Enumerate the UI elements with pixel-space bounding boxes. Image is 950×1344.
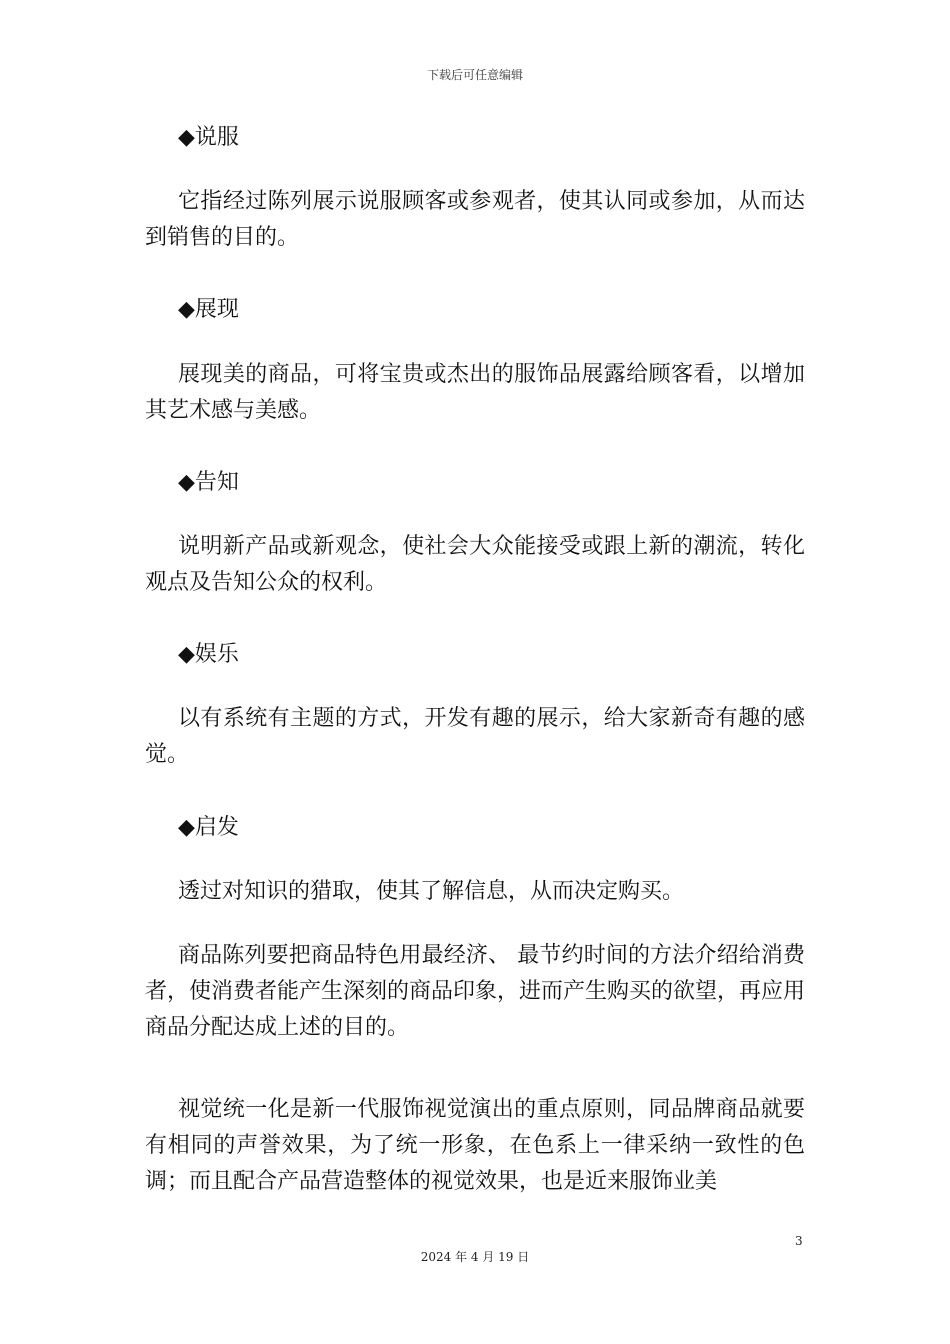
section-paragraph-inform: 说明新产品或新观念，使社会大众能接受或跟上新的潮流，转化观点及告知公众的权利。 xyxy=(145,534,805,595)
section-paragraph-persuade: 它指经过陈列展示说服顾客或参观者，使其认同或参加，从而达到销售的目的。 xyxy=(145,189,805,250)
section-heading-persuade: ◆说服 xyxy=(178,125,239,150)
closing-paragraph-2: 视觉统一化是新一代服饰视觉演出的重点原则，同品牌商品就要有相同的声誉效果，为了统一形象，在色系上一律采纳一致性的色调；而且配合产品营造整体的视觉效果，也是近来服饰业美 xyxy=(145,1097,805,1194)
section-heading-inform: ◆告知 xyxy=(178,470,239,495)
section-paragraph-entertain: 以有系统有主题的方式，开发有趣的展示，给大家新奇有趣的感觉。 xyxy=(145,706,805,767)
section-paragraph-display: 展现美的商品，可将宝贵或杰出的服饰品展露给顾客看，以增加其艺术感与美感。 xyxy=(145,362,805,423)
page-number: 3 xyxy=(795,1234,803,1248)
closing-paragraph-1: 商品陈列要把商品特色用最经济、 最节约时间的方法介绍给消费者，使消费者能产生深刻的商品印象，进而产生购买的欲望，再应用商品分配达成上述的目的。 xyxy=(145,943,806,1040)
section-heading-inspire: ◆启发 xyxy=(178,815,239,840)
header-note: 下载后可任意编辑 xyxy=(426,68,523,82)
footer-date: 2024 年 4 月 19 日 xyxy=(420,1250,530,1264)
section-heading-display: ◆展现 xyxy=(178,297,239,322)
section-heading-entertain: ◆娱乐 xyxy=(178,642,239,667)
section-paragraph-inspire: 透过对知识的猎取，使其了解信息，从而决定购买。 xyxy=(178,879,685,904)
